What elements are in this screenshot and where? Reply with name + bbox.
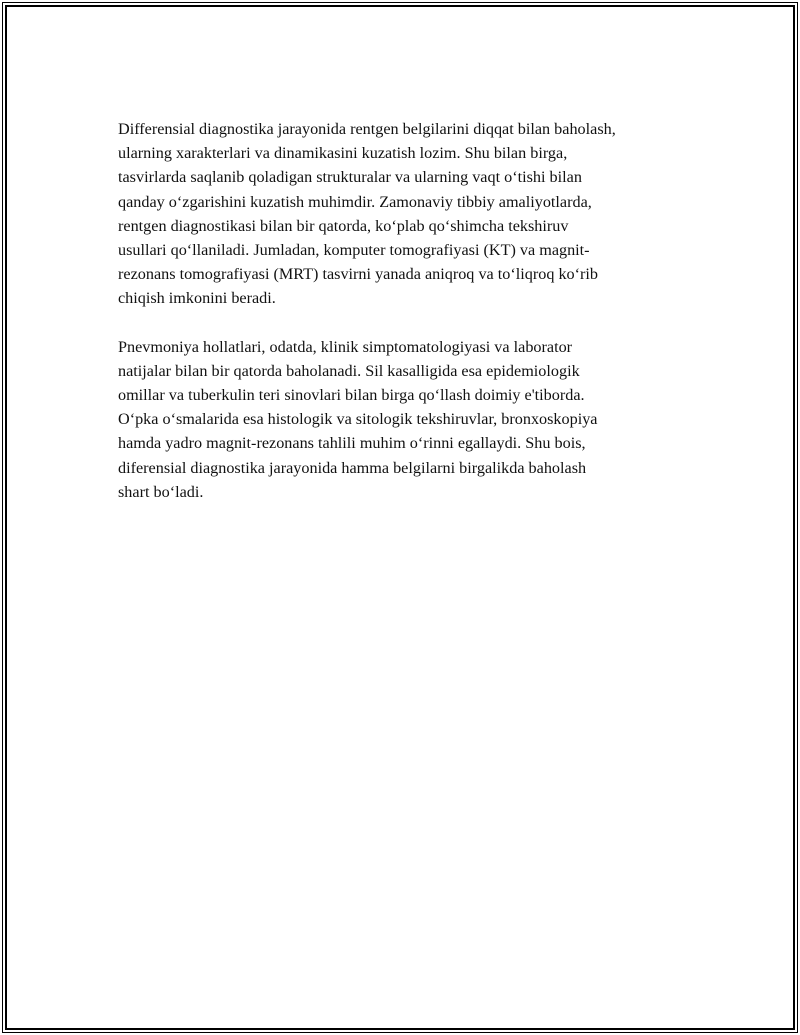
paragraph-1: Differensial diagnostika jarayonida rentgen belgilarini diqqat bilan baholash, ularning xarakterlari va dinamikasini kuzatish lozim. Shu bilan birga, tasvirlarda saqlanib qoladigan strukturalar va ularning vaqt o‘tishi bilan qanday o‘zgarishini kuzatish muhimdir. Zamonaviy tibbiy amaliyotlarda, rentgen diagnostikasi bilan bir qatorda, ko‘plab qo‘shimcha tekshiruv usullari qo‘llaniladi. Jumladan, komputer tomografiyasi (KT) va magnit- rezonans tomografiyasi (MRT) tasvirni yanada aniqroq va to‘liqroq ko‘rib chiqish imkonini beradi. (118, 120, 616, 308)
body-text (118, 117, 688, 528)
paragraph-2: Pnevmoniya hollatlari, odatda, klinik simptomatologiyasi va laborator natijalar bilan bir qatorda baholanadi. Sil kasalligida esa epidemiologik omillar va tuberkulin teri sinovlari bilan birga qo‘llash doimiy e'tiborda. O‘pka o‘smalarida esa histologik va sitologik tekshiruvlar, bronxoskopiya hamda yadro magnit-rezonans tahlili muhim o‘rinni egallaydi. Shu bois, diferensial diagnostika jarayonida hamma belgilarni birgalikda baholash shart bo‘ladi. (118, 337, 598, 501)
